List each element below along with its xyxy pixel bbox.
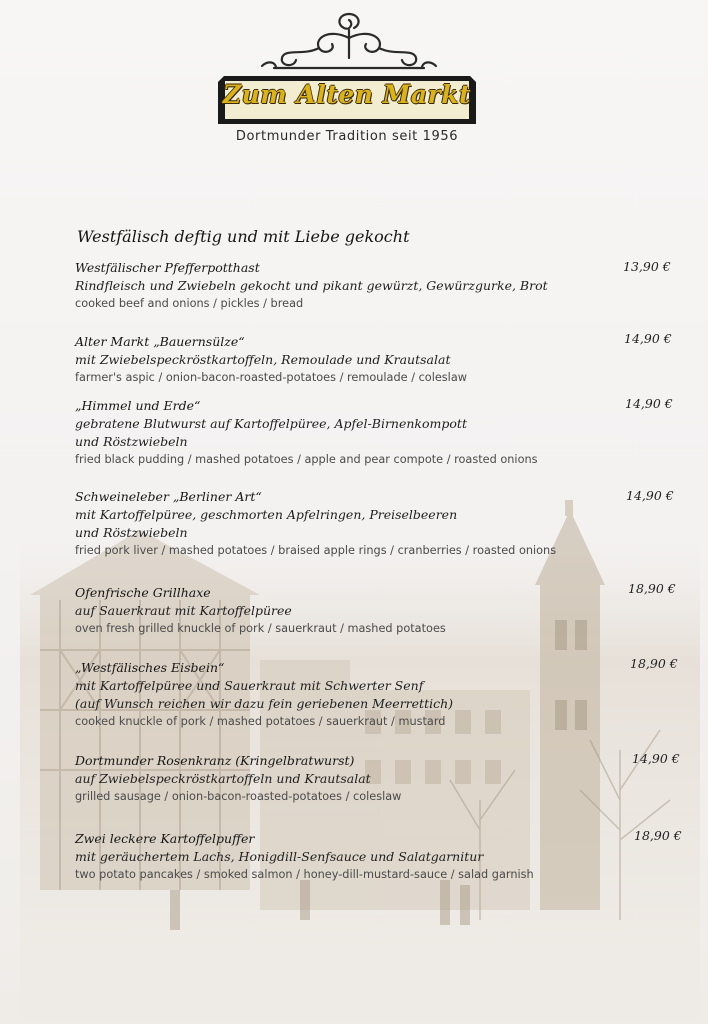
- menu-item: [75, 333, 675, 387]
- dish-description: mit Zwiebelspeckröstkartoffeln, Remoulade und Krautsalat: [75, 352, 451, 367]
- dish-description: und Röstzwiebeln: [75, 434, 188, 449]
- dish-english: fried black pudding / mashed potatoes / apple and pear compote / roasted onions: [75, 453, 538, 466]
- dish-price: 18,90 €: [630, 656, 678, 671]
- dish-english: fried pork liver / mashed potatoes / braised apple rings / cranberries / roasted onions: [75, 544, 557, 557]
- dish-price: 18,90 €: [634, 828, 682, 843]
- logo-tagline: Dortmunder Tradition seit 1956: [235, 129, 459, 144]
- dish-description: gebratene Blutwurst auf Kartoffelpüree, Apfel-Birnenkompott: [75, 416, 467, 431]
- dish-description: mit geräuchertem Lachs, Honigdill-Senfsauce und Salatgarnitur: [75, 849, 484, 864]
- ornament-crown-icon: [254, 8, 444, 70]
- menu-item: [75, 259, 675, 313]
- dish-name: Zwei leckere Kartoffelpuffer: [75, 831, 255, 846]
- menu-item: [75, 397, 675, 469]
- dish-name: „Himmel und Erde“: [75, 398, 201, 413]
- dish-price: 18,90 €: [628, 581, 676, 596]
- dish-name: Dortmunder Rosenkranz (Kringelbratwurst): [75, 753, 355, 768]
- dish-price: 14,90 €: [626, 488, 674, 503]
- dish-price: 14,90 €: [632, 751, 680, 766]
- dish-english: two potato pancakes / smoked salmon / honey-dill-mustard-sauce / salad garnish: [75, 868, 534, 881]
- dish-name: Westfälischer Pfefferpotthast: [75, 260, 260, 275]
- menu-item: [75, 830, 675, 884]
- menu-item: [75, 584, 675, 638]
- dish-description: (auf Wunsch reichen wir dazu fein geriebenen Meerrettich): [75, 696, 454, 711]
- menu-item: [75, 659, 675, 731]
- dish-price: 14,90 €: [624, 331, 672, 346]
- menu-item: [75, 488, 675, 560]
- dish-description: mit Kartoffelpüree, geschmorten Apfelringen, Preiselbeeren: [75, 507, 458, 522]
- dish-name: Alter Markt „Bauernsülze“: [75, 334, 245, 349]
- dish-english: grilled sausage / onion-bacon-roasted-potatoes / coleslaw: [75, 790, 402, 803]
- dish-english: cooked knuckle of pork / mashed potatoes / sauerkraut / mustard: [75, 715, 446, 728]
- logo-name: Zum Alten Markt: [222, 80, 472, 109]
- dish-price: 13,90 €: [623, 259, 671, 274]
- dish-description: und Röstzwiebeln: [75, 525, 188, 540]
- dish-description: auf Zwiebelspeckröstkartoffeln und Krautsalat: [75, 771, 371, 786]
- dish-english: cooked beef and onions / pickles / bread: [75, 297, 304, 310]
- dish-name: Schweineleber „Berliner Art“: [75, 489, 262, 504]
- section-title: Westfälisch deftig und mit Liebe gekocht: [77, 227, 410, 246]
- dish-english: farmer's aspic / onion-bacon-roasted-potatoes / remoulade / coleslaw: [75, 371, 467, 384]
- dish-description: auf Sauerkraut mit Kartoffelpüree: [75, 603, 292, 618]
- menu-item: [75, 752, 675, 806]
- dish-price: 14,90 €: [625, 396, 673, 411]
- dish-english: oven fresh grilled knuckle of pork / sauerkraut / mashed potatoes: [75, 622, 446, 635]
- dish-description: Rindfleisch und Zwiebeln gekocht und pikant gewürzt, Gewürzgurke, Brot: [75, 278, 548, 293]
- dish-name: Ofenfrische Grillhaxe: [75, 585, 211, 600]
- restaurant-logo: [214, 8, 484, 148]
- dish-description: mit Kartoffelpüree und Sauerkraut mit Schwerter Senf: [75, 678, 424, 693]
- dish-name: „Westfälisches Eisbein“: [75, 660, 225, 675]
